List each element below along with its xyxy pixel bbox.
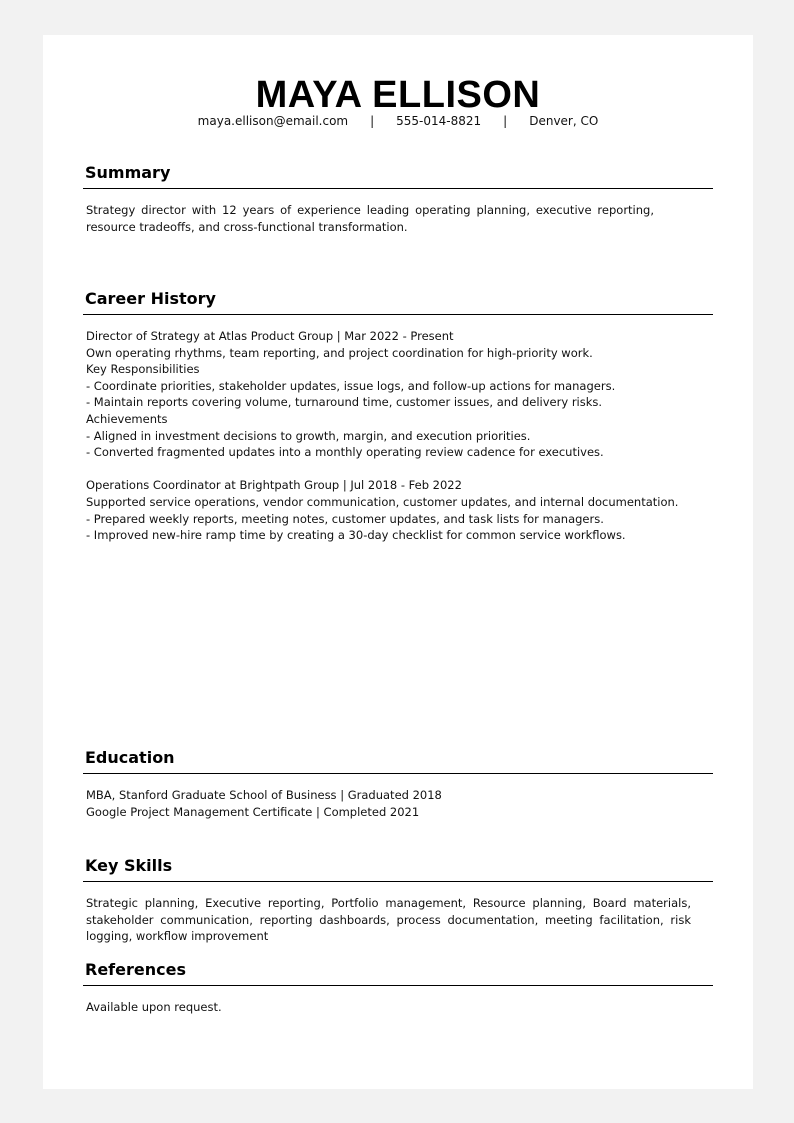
section-title-key-skills: Key Skills — [85, 856, 173, 875]
job-bullet: - Converted fragmented updates into a monthly operating review cadence for executives. — [86, 445, 604, 460]
summary-text: Strategy director with 12 years of experience leading operating planning, executive reporting, resource tradeoffs, and cross-functional transformation. — [86, 203, 654, 234]
contact-separator: | — [503, 114, 508, 128]
section-title-summary: Summary — [85, 163, 171, 182]
career-history-block — [86, 328, 679, 544]
resume-page — [43, 35, 753, 1089]
references-block — [86, 999, 666, 1016]
contact-phone: 555-014-8821 — [396, 114, 482, 128]
skills-text: Strategic planning, Executive reporting, Portfolio management, Resource planning, Board materials, stakeholder communication, reporting dashboards, process documentation, meeting facilitation, risk logging, workflow improvement — [86, 896, 691, 944]
contact-separator: | — [370, 114, 375, 128]
section-title-education: Education — [85, 748, 175, 767]
education-item: MBA, Stanford Graduate School of Business | Graduated 2018 — [86, 788, 442, 802]
candidate-name: MAYA ELLISON — [255, 74, 541, 116]
section-divider — [83, 985, 713, 986]
job-heading: Director of Strategy at Atlas Product Group | Mar 2022 - Present — [86, 329, 454, 343]
section-title-references: References — [85, 960, 186, 979]
job-bullet: - Improved new-hire ramp time by creating a 30-day checklist for common service workflows. — [86, 528, 626, 543]
education-block — [86, 787, 666, 820]
skills-block — [86, 895, 691, 945]
section-divider — [83, 773, 713, 774]
section-title-career-history: Career History — [85, 289, 216, 308]
section-divider — [83, 188, 713, 189]
summary-text-block — [86, 202, 654, 235]
job-bullet: - Aligned in investment decisions to growth, margin, and execution priorities. — [86, 428, 531, 443]
education-item: Google Project Management Certificate | Completed 2021 — [86, 804, 420, 819]
achievements-label: Achievements — [86, 411, 168, 426]
responsibilities-label: Key Responsibilities — [86, 362, 200, 377]
job-bullet: - Maintain reports covering volume, turnaround time, customer issues, and delivery risks. — [86, 395, 603, 410]
job-bullet: - Prepared weekly reports, meeting notes, customer updates, and task lists for managers. — [86, 511, 604, 526]
references-text: Available upon request. — [86, 1000, 222, 1014]
contact-location: Denver, CO — [529, 114, 599, 128]
contact-email: maya.ellison@email.com — [197, 114, 349, 128]
job-description: Own operating rhythms, team reporting, and project coordination for high-priority work. — [86, 345, 593, 360]
section-divider — [83, 314, 713, 315]
job-bullet: - Coordinate priorities, stakeholder updates, issue logs, and follow-up actions for managers. — [86, 378, 616, 393]
contact-line — [43, 113, 753, 129]
job-heading: Operations Coordinator at Brightpath Group | Jul 2018 - Feb 2022 — [86, 478, 462, 493]
section-divider — [83, 881, 713, 882]
job-description: Supported service operations, vendor communication, customer updates, and internal documentation. — [86, 494, 679, 509]
